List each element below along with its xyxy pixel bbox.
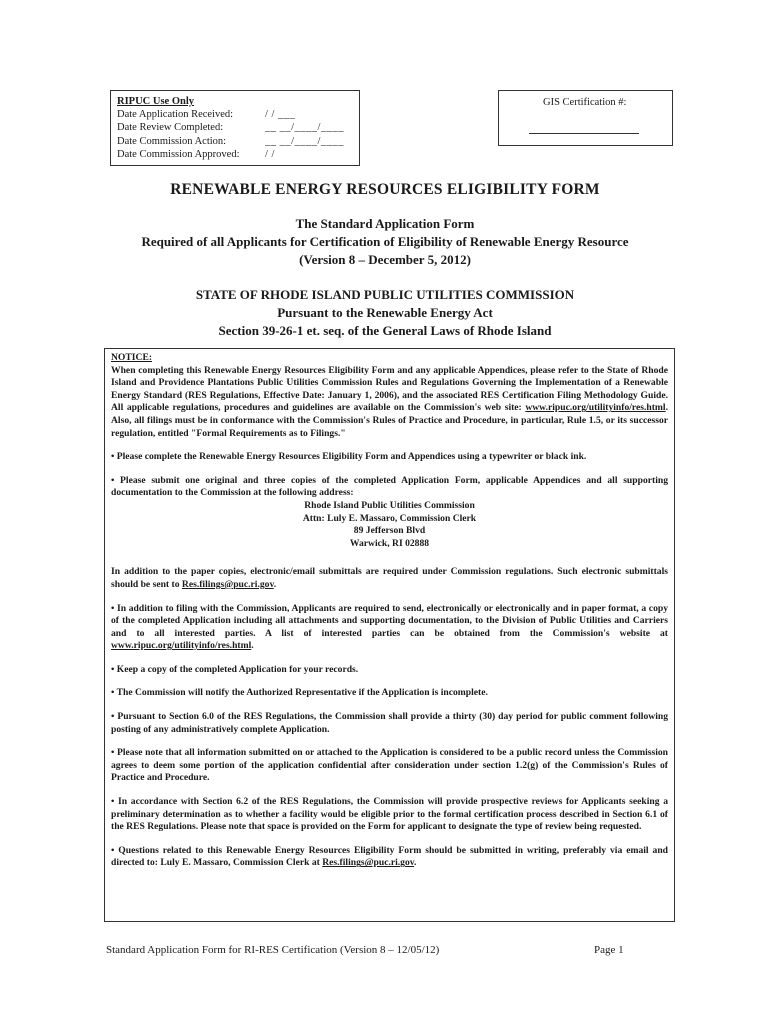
- form-title: RENEWABLE ENERGY RESOURCES ELIGIBILITY FORM: [170, 181, 600, 198]
- ripuc-label: Date Review Completed:: [117, 122, 224, 134]
- notice-bullet: • Pursuant to Section 6.0 of the RES Regulations, the Commission shall provide a thirty (30) day period for public comment following posting of any administratively complete Application.: [111, 711, 668, 735]
- gis-certification-blank: [529, 133, 639, 134]
- ripuc-row-received: [117, 108, 353, 121]
- ripuc-row-review: [117, 121, 353, 134]
- ripuc-use-only-box: [110, 90, 360, 166]
- ripuc-website-link[interactable]: www.ripuc.org/utilityinfo/res.html: [525, 402, 666, 414]
- notice-bullet: [111, 603, 668, 653]
- notice-text: When completing this Renewable Energy Resources Eligibility Form and any applicable Appendices, please refer to the State of Rhode Island and Providence Plantations Public Utilities Commission Rules and Regulations Governing the Implementation of a Renewable Energy Standard (RES Regulations, Effective Date: January 1, 2006), and the associated RES Certification Filing Methodology Guide. All applicable regulations, procedures and guidelines are available on the Commission's web site:: [111, 364, 668, 414]
- commission-line: Section 39-26-1 et. seq. of the General Laws of Rhode Island: [218, 323, 552, 338]
- ripuc-website-link[interactable]: www.ripuc.org/utilityinfo/res.html: [111, 640, 252, 652]
- notice-bullet: • Please complete the Renewable Energy Resources Eligibility Form and Appendices using a typewriter or black ink.: [111, 451, 587, 463]
- mailing-address: [111, 500, 668, 550]
- ripuc-row-action: [117, 135, 353, 148]
- notice-bullet: • Please submit one original and three copies of the completed Application Form, applicable Appendices and all supporting documentation to the Commission at the following address:: [111, 474, 668, 499]
- notice-paragraph: [111, 365, 668, 441]
- notice-text: . Also, all filings must be in conformance with the Commission's Rules of Practice and Procedure, in particular, Rule 1.5, or its successor regulation, entitled "Formal Requirements as to Filings.": [111, 402, 668, 439]
- footer-page-number: Page 1: [594, 944, 624, 956]
- notice-bullet: • Please note that all information submitted on or attached to the Application is considered to be a public record unless the Commission agrees to deem some portion of the application confidential after consideration under section 1.2(g) of the Commission's Rules of Practice and Procedure.: [111, 747, 668, 784]
- notice-title: NOTICE:: [111, 352, 153, 363]
- notice-bullet: [111, 845, 668, 870]
- notice-box: [104, 348, 675, 922]
- notice-text: • In addition to filing with the Commission, Applicants are required to send, electronically or electronically and in paper format, a copy of the completed Application including all attachments and supporting documentation, to the Division of Public Utilities and Carriers and to all interested parties. A list of interested parties can be obtained from the Commission's website at: [111, 602, 668, 639]
- address-line: Warwick, RI 02888: [349, 537, 430, 549]
- ripuc-row-approved: [117, 148, 353, 161]
- notice-bullet: • The Commission will notify the Authorized Representative if the Application is incomplete.: [111, 687, 488, 699]
- ripuc-label: Date Application Received:: [117, 109, 234, 121]
- commission-line: STATE OF RHODE ISLAND PUBLIC UTILITIES COMMISSION: [195, 287, 575, 302]
- address-line: Rhode Island Public Utilities Commission: [304, 499, 475, 511]
- filings-email-link[interactable]: Res.filings@puc.ri.gov: [181, 578, 274, 590]
- subtitle-line: (Version 8 – December 5, 2012): [299, 252, 471, 267]
- notice-text: .: [251, 640, 254, 652]
- notice-text: • Questions related to this Renewable Energy Resources Eligibility Form should be submitted in writing, preferably via email and directed to: Luly E. Massaro, Commission Clerk at: [111, 844, 668, 869]
- gis-certification-box: [498, 90, 673, 146]
- notice-bullet: • In accordance with Section 6.2 of the RES Regulations, the Commission will provide prospective reviews for Applicants seeking a preliminary determination as to whether a facility would be eligible prior to the formal certification process described in Section 6.1 of the RES Regulations. Please note that space is provided on the Form for applicant to designate the type of review being requested.: [111, 796, 668, 833]
- address-line: Attn: Luly E. Massaro, Commission Clerk: [302, 512, 477, 524]
- notice-text: .: [273, 578, 277, 590]
- ripuc-title: RIPUC Use Only: [117, 96, 195, 107]
- ripuc-value: __ __/____/____: [265, 135, 344, 147]
- ripuc-label: Date Commission Action:: [117, 135, 227, 147]
- notice-bullet: • Keep a copy of the completed Application for your records.: [111, 663, 359, 675]
- commission-line: Pursuant to the Renewable Energy Act: [277, 305, 493, 320]
- commission-heading: [0, 286, 770, 340]
- gis-certification-label: GIS Certification #:: [543, 97, 627, 108]
- footer-form-name: Standard Application Form for RI-RES Certification (Version 8 – 12/05/12): [106, 944, 440, 956]
- subtitle-line: Required of all Applicants for Certification of Eligibility of Renewable Energy Resource: [141, 234, 629, 249]
- form-subtitle: [0, 215, 770, 269]
- filings-email-link[interactable]: Res.filings@puc.ri.gov: [322, 857, 415, 869]
- address-line: 89 Jefferson Blvd: [353, 525, 426, 537]
- notice-text: In addition to the paper copies, electronic/email submittals are required under Commission regulations. Such electronic submittals should be sent to: [111, 566, 668, 590]
- ripuc-value: / /: [265, 148, 275, 160]
- ripuc-value: __ __/____/____: [265, 122, 344, 134]
- subtitle-line: The Standard Application Form: [295, 216, 475, 231]
- notice-text: .: [414, 857, 417, 869]
- ripuc-label: Date Commission Approved:: [117, 148, 240, 160]
- ripuc-value: / / ___: [265, 109, 296, 121]
- notice-paragraph: [111, 566, 668, 591]
